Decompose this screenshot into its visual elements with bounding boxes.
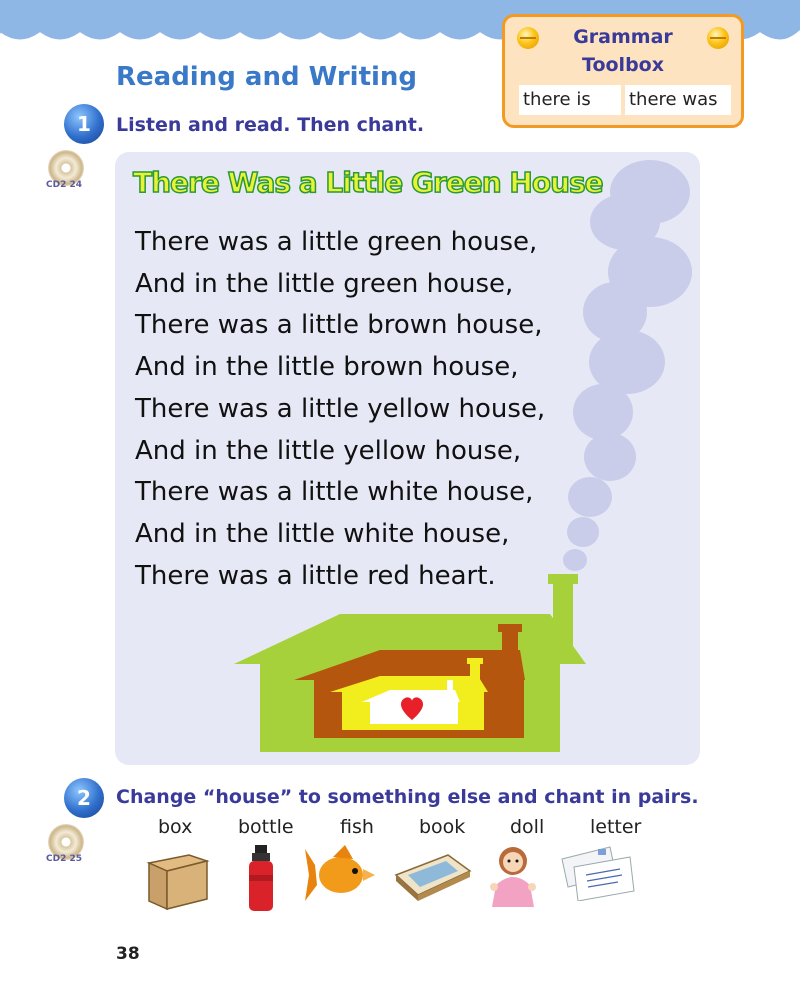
audio-cd-track-24[interactable]	[46, 150, 88, 200]
chimney-smoke-illustration	[555, 152, 700, 592]
chant-line: There was a little red heart.	[135, 560, 496, 591]
word-letter: letter	[590, 816, 642, 838]
chant-title: There Was a Little Green House	[133, 166, 603, 199]
cd-label: CD2 24	[46, 180, 82, 190]
grammar-toolbox-title: Grammar Toolbox	[573, 26, 673, 76]
chant-line: And in the little white house,	[135, 518, 510, 549]
word-bottle: bottle	[238, 816, 294, 838]
word-book: book	[419, 816, 466, 838]
letter-picture	[560, 845, 636, 901]
book-picture	[392, 845, 472, 901]
nested-houses-illustration	[230, 570, 590, 760]
word-doll: doll	[510, 816, 545, 838]
chant-line: There was a little white house,	[135, 477, 534, 508]
chant-line: And in the little yellow house,	[135, 435, 522, 466]
fish-picture	[305, 845, 377, 905]
page-number: 38	[116, 944, 140, 964]
toolbox-item-there-was: there was	[625, 85, 731, 115]
grammar-toolbox	[502, 14, 744, 128]
toolbox-item-there-is: there is	[519, 85, 621, 115]
chant-line: There was a little yellow house,	[135, 393, 546, 424]
box-picture	[145, 845, 211, 911]
chant-line: There was a little green house,	[135, 227, 538, 257]
activity-2-badge: 2	[64, 778, 104, 818]
ball-icon	[707, 27, 729, 49]
chant-line: And in the little brown house,	[135, 352, 519, 383]
chant-line: There was a little brown house,	[135, 310, 543, 341]
chant-lines	[135, 222, 545, 597]
word-box: box	[158, 816, 193, 838]
word-bank	[0, 816, 800, 840]
activity-1-badge: 1	[64, 104, 104, 144]
cd-label: CD2 25	[46, 854, 82, 864]
chant-line: And in the little green house,	[135, 268, 514, 299]
section-title: Reading and Writing	[116, 62, 418, 92]
activity-2-instruction: Change “house” to something else and chant in pairs.	[116, 786, 699, 808]
word-fish: fish	[340, 816, 374, 838]
bottle-picture	[246, 845, 276, 913]
ball-icon	[517, 27, 539, 49]
doll-picture	[488, 845, 538, 911]
activity-1-instruction: Listen and read. Then chant.	[116, 114, 425, 136]
